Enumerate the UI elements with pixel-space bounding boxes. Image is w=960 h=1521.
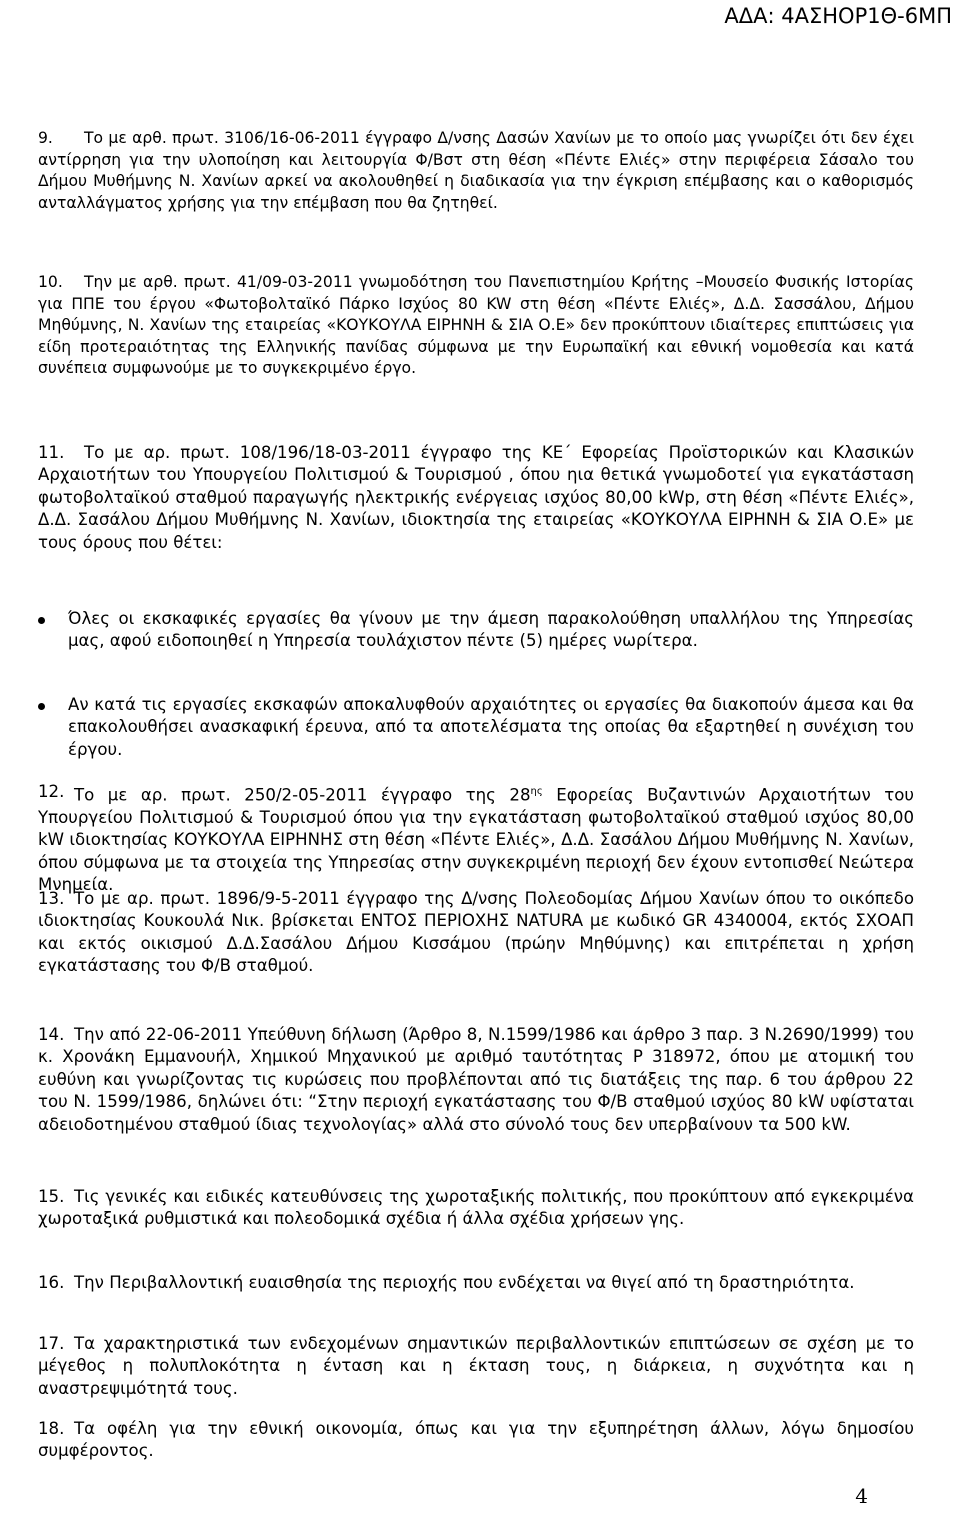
item-text: Το με αρθ. πρωτ. 3106/16-06-2011 έγγραφο Δ/νσης Δασών Χανίων με το οποίο μας γνωρίζει ότι δεν έχει αντίρρηση για την υλοποίηση και λειτουργία Φ/Βστ στη θέση «Πέντε Ελιές» στην περιφέρεια Σάσαλο του Δήμου Μυθήμνης Ν. Χανίων αρκεί να ακολουθηθεί η διαδικασία για την έγκριση επέμβασης και ο καθορισμός ανταλλάγματος χρήσης για την επέμβαση που θα ζητηθεί.	[38, 129, 914, 212]
item-text: Την Περιβαλλοντική ευαισθησία της περιοχής που ενδέχεται να θιγεί από τη δραστηριότητα.	[74, 1273, 855, 1292]
item-number: 9.	[38, 129, 53, 147]
item-number: 10.	[38, 273, 63, 291]
item-number: 18.	[38, 1419, 65, 1438]
item-number: 15.	[38, 1187, 65, 1206]
item-number: 16.	[38, 1273, 65, 1292]
list-item-12	[38, 781, 914, 897]
page-number: 4	[855, 1484, 868, 1508]
superscript: ης	[530, 786, 543, 797]
list-item-10	[38, 272, 914, 380]
item-number: 14.	[38, 1025, 65, 1044]
item-number: 17.	[38, 1334, 65, 1353]
item-text-part: Το με αρ. πρωτ. 250/2-05-2011 έγγραφο της 28	[74, 785, 531, 805]
item-number: 11.	[38, 443, 65, 462]
list-item-11	[38, 442, 914, 554]
list-item-14	[38, 1024, 914, 1136]
item-text-part: Εφορείας Βυζαντινών Αρχαιοτήτων του Υπουργείου Πολιτισμού & Τουρισμού όπου για την εγκατάσταση φωτοβολταϊκού σταθμού ισχύος 80,00 kW ιδιοκτησίας ΚΟΥΚΟΥΛΑ ΕΙΡΗΝΗΣ στη θέση «Πέντε Ελιές», Δ.Δ. Σασάλου Δήμου Μυθήμνης Ν. Χανίων, όπου σύμφωνα με τα στοιχεία της Υπηρεσίας στην συγκεκριμένη περιοχή δεν έχουν εντοπισθεί Νεώτερα Μνημεία.	[38, 785, 914, 895]
bullet-text: Αν κατά τις εργασίες εκσκαφών αποκαλυφθούν αρχαιότητες οι εργασίες θα διακοπούν άμεσα και θα επακολουθήσει ανασκαφική έρευνα, από τα αποτελέσματα της οποίας θα εξαρτηθεί η συνέχιση του έργου.	[68, 695, 914, 759]
item-text: Το με αρ. πρωτ. 108/196/18-03-2011 έγγραφο της ΚΕ΄ Εφορείας Προϊστορικών και Κλασικών Αρχαιοτήτων του Υπουργείου Πολιτισμού & Τουρισμού , όπου ηια θετικά γνωμοδοτεί για εγκατάσταση φωτοβολταϊκού σταθμού παραγωγής ηλεκτρικής ενέργειας ισχύος 80,00 kWp, στη θέση «Πέντε Ελιές», Δ.Δ. Σασάλου Δήμου Μυθήμνης Ν. Χανίων, ιδιοκτησία της εταιρείας «ΚΟΥΚΟΥΛΑ ΕΙΡΗΝΗ & ΣΙΑ Ο.Ε» με τους όρους που θέτει:	[38, 443, 914, 552]
bullet-text: Όλες οι εκσκαφικές εργασίες θα γίνουν με την άμεση παρακολούθηση υπαλλήλου της Υπηρεσίας μας, αφού ειδοποιηθεί η Υπηρεσία τουλάχιστον πέντε (5) ημέρες νωρίτερα.	[68, 609, 914, 651]
list-item-13	[38, 888, 914, 978]
bullet-icon	[38, 703, 45, 710]
item-number: 13.	[38, 889, 65, 908]
item-text: Το με αρ. πρωτ. 1896/9-5-2011 έγγραφο της Δ/νσης Πολεοδομίας Δήμου Χανίων όπου το οικόπεδο ιδιοκτησίας Κουκουλά Νικ. βρίσκεται ΕΝΤΟΣ ΠΕΡΙΟΧΗΣ NATURA με κωδικό GR 4340004, εκτός ΣΧΟΑΠ και εκτός οικισμού Δ.Δ.Σασάλου Δήμου Κισσάμου (πρώην Μηθύμνης) και επιτρέπεται η χρήση εγκατάστασης του Φ/Β σταθμού.	[38, 889, 914, 976]
ada-code: ΑΔΑ: 4ΑΣΗΟΡ1Θ-6ΜΠ	[724, 4, 952, 28]
list-item-18	[38, 1418, 914, 1463]
item-text: Την με αρθ. πρωτ. 41/09-03-2011 γνωμοδότηση του Πανεπιστημίου Κρήτης –Μουσείο Φυσικής Ιστορίας για ΠΠΕ του έργου «Φωτοβολταϊκό Πάρκο Ισχύος 80 KW στη θέση «Πέντε Ελιές», Δ.Δ. Σασσάλου, Δήμου Μηθύμνης, Ν. Χανίων της εταιρείας «ΚΟΥΚΟΥΛΑ ΕΙΡΗΝΗ & ΣΙΑ Ο.Ε» δεν προκύπτουν ιδιαίτερες επιπτώσεις για είδη προτεραιότητας της Ελληνικής πανίδας σύμφωνα με την Ευρωπαϊκή και εθνική νομοθεσία και κατά συνέπεια συμφωνούμε με το συγκεκριμένο έργο.	[38, 273, 914, 377]
item-text: Τα χαρακτηριστικά των ενδεχομένων σημαντικών περιβαλλοντικών επιπτώσεων σε σχέση με το μέγεθος η πολυπλοκότητα η ένταση και η έκταση τους, η διάρκεια, η συχνότητα και η αναστρεψιμότητά τους.	[38, 1334, 914, 1398]
list-item-9	[38, 128, 914, 214]
item-text	[38, 781, 914, 897]
item-text: Τις γενικές και ειδικές κατευθύνσεις της χωροταξικής πολιτικής, που προκύπτουν από εγκεκριμένα χωροταξικά ρυθμιστικά και πολεοδομικά σχέδια ή άλλα σχέδια χρήσεων γης.	[38, 1187, 914, 1229]
item-text: Τα οφέλη για την εθνική οικονομία, όπως και για την εξυπηρέτηση άλλων, λόγω δημοσίου συμφέροντος.	[38, 1419, 914, 1461]
list-item-17	[38, 1333, 914, 1400]
item-text: Την από 22-06-2011 Υπεύθυνη δήλωση (Άρθρο 8, Ν.1599/1986 και άρθρο 3 παρ. 3 Ν.2690/1999) του κ. Χρονάκη Εμμανουήλ, Χημικού Μηχανικού με αριθμό ταυτότητας Ρ 318972, όπου με ατομική του ευθύνη και γνωρίζοντας τις κυρώσεις που προβλέπονται από τις διατάξεις της παρ. 6 του άρθρου 22 του Ν. 1599/1986, δηλώνει ότι: “Στην περιοχή εγκατάστασης του Φ/Β σταθμού ισχύος 80 kW υφίσταται αδειοδοτημένου σταθμού ίδιας τεχνολογίας» αλλά στο σύνολό τους δεν υπερβαίνουν τα 500 kW.	[38, 1025, 914, 1134]
list-item-15	[38, 1186, 914, 1231]
bullet-item	[68, 608, 914, 653]
bullet-icon	[38, 617, 45, 624]
item-number: 12.	[38, 782, 65, 801]
list-item-16	[38, 1272, 914, 1294]
bullet-item	[68, 694, 914, 761]
